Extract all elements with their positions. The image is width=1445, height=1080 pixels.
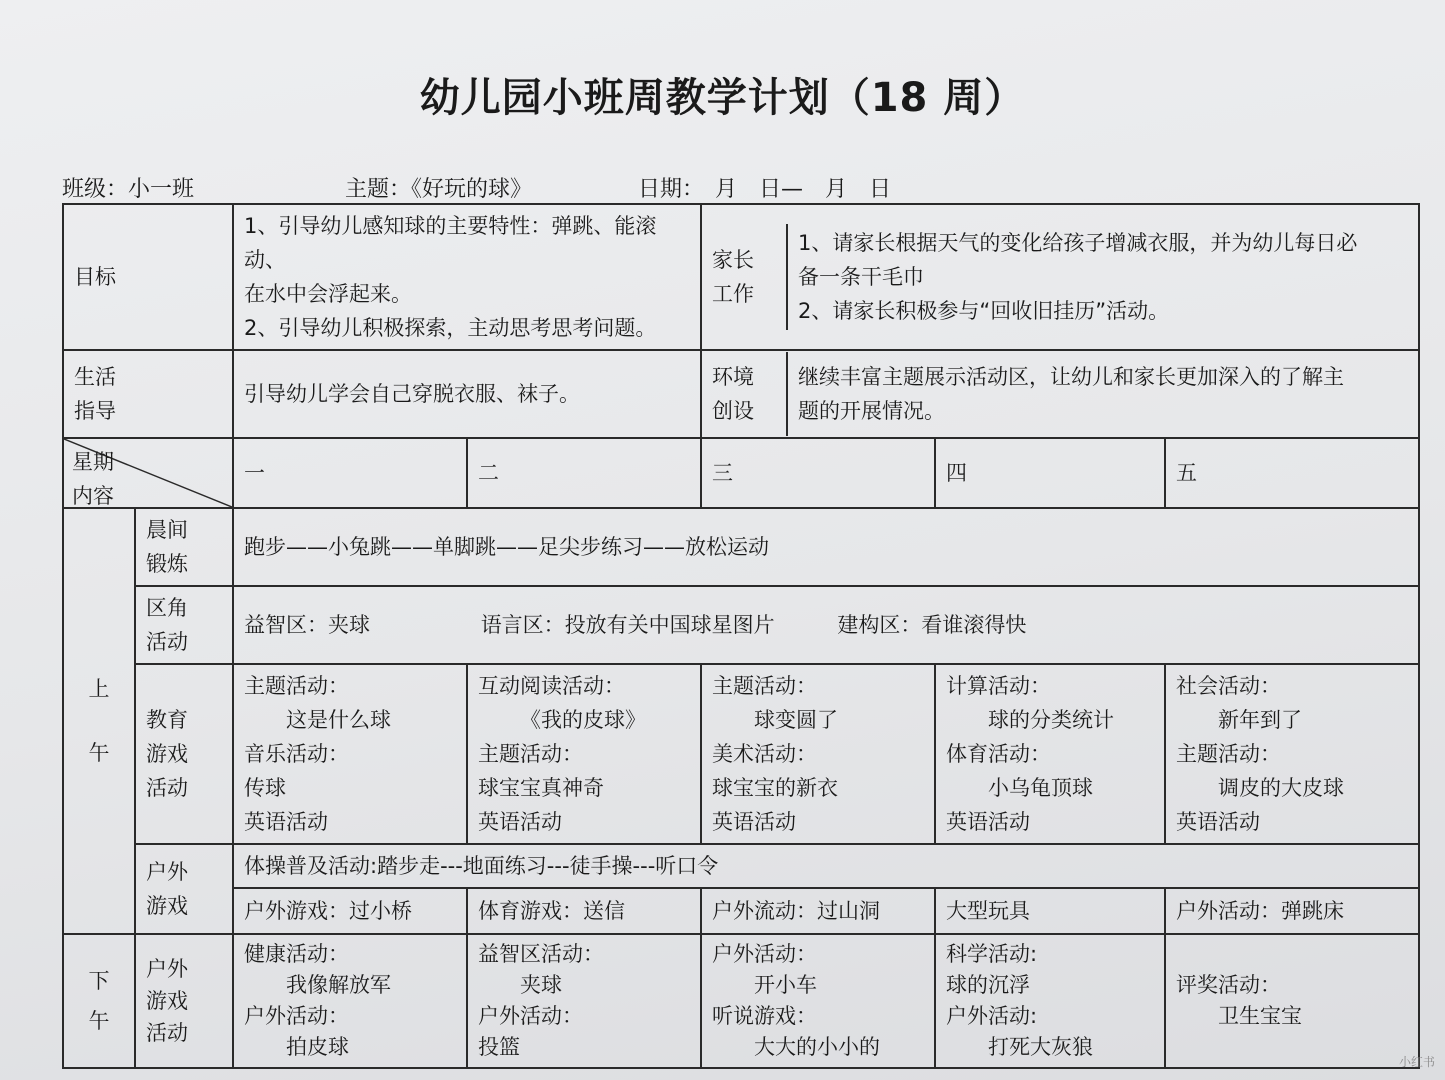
activity-line: 小乌龟顶球 xyxy=(988,776,1094,800)
activity-line: 开小车 xyxy=(754,973,818,997)
pm-day-cell xyxy=(935,934,1165,1068)
parent-line: 1、请家长根据天气的变化给孩子增减衣服，并为幼儿每日必 xyxy=(798,231,1358,255)
day-header-1: 一 xyxy=(233,438,467,508)
edu-day-cell xyxy=(1165,664,1419,844)
activity-line: 我像解放军 xyxy=(286,973,391,997)
pm-day-cell xyxy=(1165,934,1419,1068)
outdoor-common-row xyxy=(63,844,1419,888)
activity-line: 健康活动： xyxy=(244,942,349,966)
activity-line: 益智区活动： xyxy=(478,942,604,966)
parent-work-content xyxy=(788,224,1418,330)
outdoor-day: 大型玩具 xyxy=(935,888,1165,934)
activity-line: 调皮的大皮球 xyxy=(1218,776,1345,800)
goals-content xyxy=(233,204,701,350)
goal-line: 在水中会浮起来。 xyxy=(244,282,412,306)
edu-day-cell xyxy=(935,664,1165,844)
activity-line: 科学活动: xyxy=(946,942,1038,966)
area-content xyxy=(233,586,1419,664)
activity-line: 计算活动： xyxy=(946,674,1052,698)
activity-line: 户外活动: xyxy=(946,1004,1038,1028)
activity-line: 英语活动 xyxy=(244,810,328,834)
activity-line: 拍皮球 xyxy=(286,1035,349,1059)
goal-line: 2、引导幼儿积极探索，主动思考思考问题。 xyxy=(244,316,657,340)
activity-line: 英语活动 xyxy=(712,810,797,834)
edu-day-cell xyxy=(233,664,467,844)
corner-content-label: 内容 xyxy=(72,484,114,508)
activity-line: 球宝宝的新衣 xyxy=(712,776,839,800)
area-item: 建构区：看谁滚得快 xyxy=(837,613,1027,637)
environment-cell xyxy=(701,350,1419,438)
exercise-label: 晨间 锻炼 xyxy=(135,508,233,586)
activity-line: 大大的小小的 xyxy=(754,1035,881,1059)
activity-line: 评奖活动： xyxy=(1176,973,1282,997)
activity-line: 主题活动： xyxy=(244,674,349,698)
life-label: 生活 指导 xyxy=(63,350,233,438)
outdoor-days-row xyxy=(63,888,1419,934)
outdoor-day: 户外游戏：过小桥 xyxy=(233,888,467,934)
activity-line: 球宝宝真神奇 xyxy=(478,776,604,800)
activity-line: 投篮 xyxy=(478,1035,520,1059)
theme-field: 主题：《好玩的球》 xyxy=(345,177,533,202)
morning-label-char: 上 xyxy=(88,677,110,701)
activity-line: 英语活动 xyxy=(946,810,1031,834)
parent-line: 备一条干毛巾 xyxy=(798,265,925,289)
date-field: 日期： 月 日— 月 日 xyxy=(638,177,892,202)
activity-line: 户外活动： xyxy=(712,942,818,966)
day-header-2: 二 xyxy=(467,438,701,508)
activity-line: 主题活动： xyxy=(478,742,583,766)
activity-line: 主题活动： xyxy=(1176,742,1282,766)
activity-line: 社会活动： xyxy=(1176,674,1282,698)
life-row xyxy=(63,350,1419,438)
activity-line: 音乐活动： xyxy=(244,742,349,766)
area-row xyxy=(63,586,1419,664)
activity-line: 体育活动： xyxy=(946,742,1052,766)
area-item: 益智区：夹球 xyxy=(244,613,370,637)
activity-line: 英语活动 xyxy=(478,810,562,834)
afternoon-activity-label: 户外 游戏 活动 xyxy=(135,934,233,1068)
activity-line: 打死大灰狼 xyxy=(988,1035,1094,1059)
activity-line: 户外活动： xyxy=(244,1004,349,1028)
activity-line: 《我的皮球》 xyxy=(520,708,646,732)
afternoon-row xyxy=(63,934,1419,1068)
morning-exercise-row xyxy=(63,508,1419,586)
weekly-plan-table xyxy=(62,203,1420,1069)
watermark: 小红书 xyxy=(1398,1055,1435,1069)
day-header-4: 四 xyxy=(935,438,1165,508)
outdoor-day: 户外活动：弹跳床 xyxy=(1165,888,1419,934)
corner-header xyxy=(63,438,233,508)
parent-work-cell xyxy=(701,204,1419,350)
goal-line: 1、引导幼儿感知球的主要特性：弹跳、能滚动、 xyxy=(244,214,657,272)
activity-line: 美术活动： xyxy=(712,742,818,766)
activity-line: 主题活动： xyxy=(712,674,818,698)
activity-line: 球的分类统计 xyxy=(988,708,1115,732)
pm-day-cell xyxy=(701,934,935,1068)
pm-day-cell xyxy=(233,934,467,1068)
area-label: 区角 活动 xyxy=(135,586,233,664)
afternoon-label-char: 午 xyxy=(88,1009,110,1033)
activity-line: 互动阅读活动： xyxy=(478,674,625,698)
activity-line: 这是什么球 xyxy=(286,708,391,732)
morning-label xyxy=(63,508,135,934)
outdoor-day: 户外流动：过山洞 xyxy=(701,888,935,934)
environment-label: 环境 创设 xyxy=(702,352,788,436)
activity-line: 传球 xyxy=(244,776,286,800)
parent-line: 2、请家长积极参与“回收旧挂历”活动。 xyxy=(798,299,1170,323)
page-title: 幼儿园小班周教学计划（18 周） xyxy=(419,75,1026,121)
header-row xyxy=(63,438,1419,508)
activity-line: 英语活动 xyxy=(1176,810,1261,834)
goals-row xyxy=(63,204,1419,350)
day-header-3: 三 xyxy=(701,438,935,508)
environment-content: 继续丰富主题展示活动区，让幼儿和家长更加深入的了解主 题的开展情况。 xyxy=(798,365,1345,423)
morning-label-char: 午 xyxy=(88,741,110,765)
outdoor-label: 户外 游戏 xyxy=(135,844,233,934)
area-item: 语言区：投放有关中国球星图片 xyxy=(480,613,775,637)
activity-line: 夹球 xyxy=(520,973,562,997)
day-header-5: 五 xyxy=(1165,438,1419,508)
activity-line: 户外活动： xyxy=(478,1004,583,1028)
pm-day-cell xyxy=(467,934,701,1068)
edu-day-cell xyxy=(701,664,935,844)
activity-line: 卫生宝宝 xyxy=(1218,1004,1303,1028)
activity-line: 球变圆了 xyxy=(754,708,839,732)
education-label: 教育 游戏 活动 xyxy=(135,664,233,844)
outdoor-day: 体育游戏：送信 xyxy=(467,888,701,934)
life-content: 引导幼儿学会自己穿脱衣服、袜子。 xyxy=(233,350,701,438)
class-field: 班级：小一班 xyxy=(62,177,195,202)
exercise-content: 跑步——小兔跳——单脚跳——足尖步练习——放松运动 xyxy=(233,508,1419,586)
afternoon-label-char: 下 xyxy=(88,969,110,993)
education-row xyxy=(63,664,1419,844)
activity-line: 新年到了 xyxy=(1218,708,1303,732)
outdoor-common: 体操普及活动:踏步走---地面练习---徒手操---听口令 xyxy=(233,844,1419,888)
activity-line: 球的沉浮 xyxy=(946,973,1031,997)
corner-weekday-label: 星期 xyxy=(72,450,114,474)
edu-day-cell xyxy=(467,664,701,844)
afternoon-label xyxy=(63,934,135,1068)
parent-work-label: 家长 工作 xyxy=(702,224,788,330)
goals-label: 目标 xyxy=(63,204,233,350)
activity-line: 听说游戏： xyxy=(712,1004,818,1028)
